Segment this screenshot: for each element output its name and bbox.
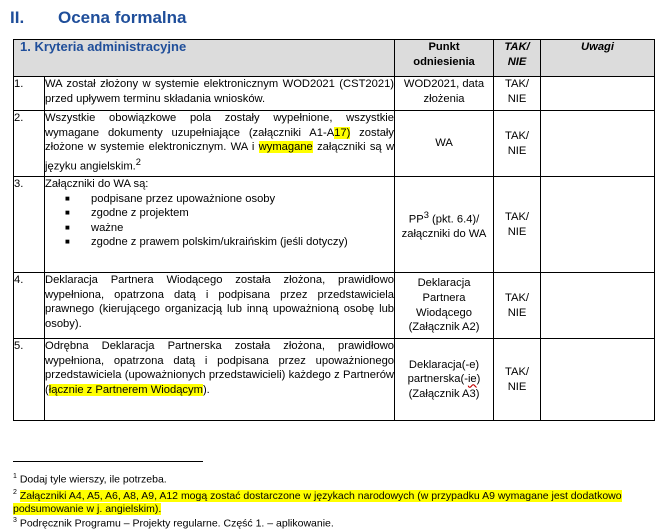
row-reference: WOD2021, data złożenia	[395, 77, 494, 111]
highlight: 17)	[334, 126, 351, 139]
square-bullet-icon: ■	[65, 237, 70, 247]
table-header-row	[14, 40, 655, 77]
row-yes-no: TAK/ NIE	[494, 177, 541, 273]
square-bullet-icon: ■	[65, 193, 70, 203]
square-bullet-icon: ■	[65, 222, 70, 232]
footnote-3: $^3$ Podręcznik Programu – Projekty regularne. Część 1. – aplikowanie.	[13, 517, 334, 530]
row-reference: Deklaracja Partnera Wiodącego (Załącznik A2)	[395, 273, 494, 339]
row-number: 5.	[14, 339, 45, 421]
highlight: łącznie z Partnerem Wiodącym	[48, 383, 203, 396]
row-number: 3.	[14, 177, 45, 273]
col-header-yes-no: TAK/ NIE	[494, 40, 541, 77]
row-number: 1.	[14, 77, 45, 111]
table-row	[14, 111, 655, 177]
square-bullet-icon: ■	[65, 208, 70, 218]
list-item: ■ ważne	[65, 221, 124, 234]
attachment-bullets	[45, 192, 394, 250]
row-reference: Deklaracja(-e) partnerska(-ie) (Załącznik A3)	[395, 339, 494, 421]
row-description: Wszystkie obowiązkowe pola zostały wypełnione, wszystkie wymagane dokumenty uzupełniające (załączniki A1-A17) zostały złożone w systemie elektronicznym. WA i wymagane załączniki są w języku angielskim.$^2$	[45, 111, 395, 177]
list-item: ■ zgodne z prawem polskim/ukraińskim (jeśli dotyczy)	[65, 236, 348, 249]
footnote-2: $^2$ Załączniki A4, A5, A6, A8, A9, A12 mogą zostać dostarczone w językach narodowych (w przypadku A9 wymagane jest dodatkowo podsumowanie w j. angielskim).	[13, 489, 622, 515]
row-description: WA został złożony w systemie elektronicznym WOD2021 (CST2021) przed upływem terminu składania wniosków.	[45, 77, 395, 111]
table-title: 1. Kryteria administracyjne	[14, 40, 395, 77]
section-number: II.	[10, 8, 25, 27]
table-row	[14, 273, 655, 339]
row-notes[interactable]	[541, 77, 655, 111]
table-row	[14, 77, 655, 111]
footnote-ref[interactable]: 2	[135, 156, 141, 167]
col-header-notes: Uwagi	[541, 40, 655, 77]
row-notes[interactable]	[541, 177, 655, 273]
row-description: Odrębna Deklaracja Partnerska została złożona, prawidłowo wypełniona, opatrzona datą i podpisana przez upoważnionego przedstawiciela (upoważnionych przedstawicieli) każdego z Partnerów (łącznie z Partnerem Wiodącym).	[45, 339, 395, 421]
table-row	[14, 339, 655, 421]
row-description: Deklaracja Partnera Wiodącego została złożona, prawidłowo wypełniona, opatrzona datą i podpisana przez przedstawiciela prawnego (kierującego organizacją lub inną upoważnioną osobę lub osoby).	[45, 273, 395, 339]
row-yes-no: TAK/ NIE	[494, 111, 541, 177]
footnote-separator	[13, 461, 203, 462]
table-row	[14, 177, 655, 273]
row-number: 4.	[14, 273, 45, 339]
list-item: ■ zgodne z projektem	[65, 207, 189, 220]
row-description: Załączniki do WA są: ■ podpisane przez upoważnione osoby ■ zgodne z projektem ■ ważne ■ zgodne z prawem polskim/ukraińskim (jeśli dotyczy)	[45, 177, 395, 273]
row-reference: WA	[395, 111, 494, 177]
criteria-table	[13, 39, 655, 421]
section-heading	[6, 8, 187, 32]
row-number: 2.	[14, 111, 45, 177]
section-title: Ocena formalna	[58, 8, 187, 27]
col-header-reference: Punkt odniesienia	[395, 40, 494, 77]
row-yes-no: TAK/ NIE	[494, 273, 541, 339]
footnote-1: $^1$ Dodaj tyle wierszy, ile potrzeba.	[13, 473, 167, 486]
row-notes[interactable]	[541, 111, 655, 177]
row-notes[interactable]	[541, 339, 655, 421]
highlight: wymagane	[258, 141, 313, 154]
list-item: ■ podpisane przez upoważnione osoby	[65, 192, 276, 205]
row-reference: $PP^3$ (pkt. 6.4)/ załączniki do WA	[395, 177, 494, 273]
row-yes-no: TAK/ NIE	[494, 339, 541, 421]
row-yes-no: TAK/ NIE	[494, 77, 541, 111]
row-notes[interactable]	[541, 273, 655, 339]
